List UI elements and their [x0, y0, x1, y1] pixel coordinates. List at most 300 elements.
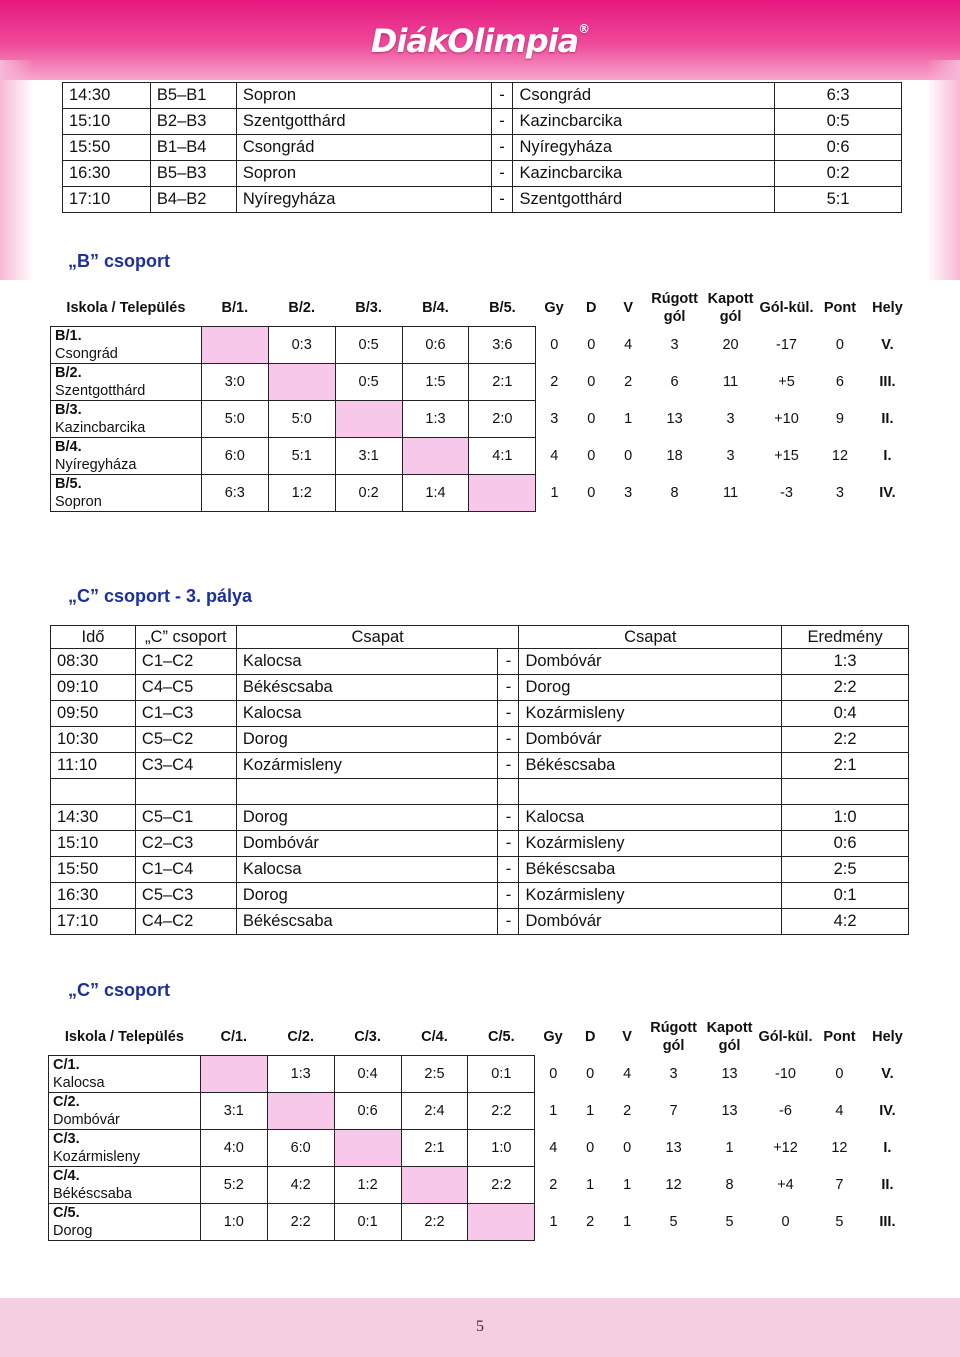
standings-header-row — [49, 1019, 910, 1056]
stat-cell: IV. — [879, 1103, 896, 1119]
score-cell: 4:2 — [267, 1167, 334, 1204]
dash-cell: - — [498, 909, 519, 935]
dash-cell: - — [498, 883, 519, 909]
stat-cell: 0 — [587, 374, 596, 390]
left-decor — [0, 60, 34, 280]
result-cell: 0:2 — [775, 161, 902, 187]
stat-cell: 8 — [725, 1177, 734, 1193]
team-cell — [51, 475, 202, 512]
score-cell — [468, 1204, 535, 1241]
column-header: B/3. — [355, 300, 382, 316]
c-schedule-heading: „C” csoport - 3. pálya — [68, 586, 253, 606]
team-a-cell: Sopron — [236, 161, 491, 187]
column-header: Csapat — [519, 626, 782, 649]
stat-cell: +4 — [777, 1177, 794, 1193]
stat-cell: +12 — [773, 1140, 798, 1156]
stat-cell: 1 — [623, 1177, 632, 1193]
stat-cell: 0 — [835, 1066, 844, 1082]
score-cell: 5:0 — [268, 401, 335, 438]
stat-cell: 0 — [587, 411, 596, 427]
page-number: 5 — [476, 1318, 484, 1335]
stat-cell: 4 — [549, 1140, 558, 1156]
stat-cell: +5 — [778, 374, 795, 390]
team-code: C/4. — [53, 1168, 80, 1184]
empty-row — [51, 779, 909, 805]
result-cell: 0:4 — [782, 701, 909, 727]
stat-cell: 3 — [726, 448, 735, 464]
score-cell — [201, 327, 268, 364]
schedule-row — [51, 701, 909, 727]
empty-cell — [51, 779, 136, 805]
stat-cell: 0 — [835, 337, 844, 353]
stat-cell: 1 — [550, 485, 559, 501]
column-header: C/2. — [287, 1029, 314, 1045]
c-standings-table — [48, 1019, 910, 1241]
team-name: Kazincbarcika — [55, 420, 146, 436]
stat-cell: 0 — [587, 448, 596, 464]
score-cell: 6:3 — [201, 475, 268, 512]
score-cell: 0:5 — [335, 327, 402, 364]
stat-cell: 0 — [587, 485, 596, 501]
stat-cell: 3 — [670, 337, 679, 353]
result-cell: 1:3 — [782, 649, 909, 675]
stat-cell: -10 — [775, 1066, 796, 1082]
c-standings-body — [49, 1019, 910, 1241]
stat-cell: 13 — [666, 411, 683, 427]
team-b-cell: Dorog — [519, 675, 782, 701]
team-a-cell: Kalocsa — [236, 701, 498, 727]
empty-cell — [236, 779, 498, 805]
team-cell — [49, 1130, 201, 1167]
score-cell: 2:2 — [468, 1167, 535, 1204]
stat-cell: III. — [879, 374, 896, 390]
stat-cell: 13 — [721, 1103, 738, 1119]
result-cell: 2:2 — [782, 727, 909, 753]
team-b-cell: Kozármisleny — [519, 831, 782, 857]
stat-cell: 11 — [723, 374, 739, 390]
standings-row — [49, 1056, 910, 1093]
result-cell: 2:1 — [782, 753, 909, 779]
column-header: Iskola / Település — [66, 300, 186, 316]
stat-cell: 0 — [586, 1066, 595, 1082]
schedule-row — [51, 857, 909, 883]
schedule-row — [51, 909, 909, 935]
time-cell: 09:10 — [51, 675, 136, 701]
stat-cell: II. — [881, 1177, 894, 1193]
result-cell: 0:6 — [775, 135, 902, 161]
score-cell: 2:1 — [469, 364, 536, 401]
score-cell: 0:1 — [334, 1204, 401, 1241]
team-a-cell: Dorog — [236, 805, 498, 831]
standings-row — [49, 1167, 910, 1204]
stat-cell: 0 — [587, 337, 596, 353]
schedule-row — [51, 649, 909, 675]
team-name: Kalocsa — [53, 1075, 105, 1091]
c-group-heading: „C” csoport — [68, 980, 171, 1000]
dash-cell: - — [498, 649, 519, 675]
empty-cell — [135, 779, 236, 805]
c-schedule-table — [50, 625, 909, 935]
column-header: Eredmény — [782, 626, 909, 649]
stat-cell: 3 — [624, 485, 633, 501]
stat-cell: 20 — [722, 337, 739, 353]
dash-cell: - — [491, 187, 513, 213]
score-cell: 5:1 — [268, 438, 335, 475]
score-cell — [402, 438, 469, 475]
team-cell — [49, 1056, 201, 1093]
stat-cell: 7 — [669, 1103, 678, 1119]
team-name: Nyíregyháza — [55, 457, 137, 473]
team-code: C/2. — [53, 1094, 80, 1110]
stat-cell: 6 — [835, 374, 844, 390]
stat-cell: 9 — [835, 411, 844, 427]
match-code-cell: C5–C2 — [135, 727, 236, 753]
dash-cell: - — [491, 83, 513, 109]
match-code-cell: B5–B3 — [150, 161, 236, 187]
team-cell — [51, 327, 202, 364]
team-b-cell: Csongrád — [513, 83, 775, 109]
result-cell: 0:6 — [782, 831, 909, 857]
match-code-cell: B4–B2 — [150, 187, 236, 213]
schedule-row — [63, 135, 902, 161]
team-name: Békéscsaba — [53, 1186, 132, 1202]
match-code-cell: C2–C3 — [135, 831, 236, 857]
team-b-cell: Dombóvár — [519, 727, 782, 753]
stat-cell: 8 — [670, 485, 679, 501]
column-header: „C” csoport — [135, 626, 236, 649]
dash-cell: - — [498, 831, 519, 857]
schedule-row — [51, 831, 909, 857]
team-a-cell: Kalocsa — [236, 857, 498, 883]
team-b-cell: Békéscsaba — [519, 857, 782, 883]
column-header: Rúgott gól — [651, 291, 698, 326]
score-cell: 6:0 — [267, 1130, 334, 1167]
dash-cell: - — [491, 135, 513, 161]
score-cell: 2:2 — [267, 1204, 334, 1241]
score-cell: 4:1 — [469, 438, 536, 475]
stat-cell: 2 — [549, 1177, 558, 1193]
match-code-cell: C1–C2 — [135, 649, 236, 675]
result-cell: 2:2 — [782, 675, 909, 701]
column-header: Gy — [544, 300, 564, 317]
score-cell: 6:0 — [201, 438, 268, 475]
stat-cell: 2 — [550, 374, 559, 390]
stat-cell: -6 — [779, 1103, 792, 1119]
team-name: Kozármisleny — [53, 1149, 141, 1165]
score-cell: 4:0 — [200, 1130, 267, 1167]
column-header: B/4. — [422, 300, 449, 316]
team-cell — [51, 438, 202, 475]
standings-row — [51, 475, 910, 512]
result-cell: 6:3 — [775, 83, 902, 109]
team-b-cell: Kazincbarcika — [513, 109, 775, 135]
score-cell: 0:6 — [334, 1093, 401, 1130]
column-header: Pont — [823, 300, 857, 317]
match-code-cell: C1–C4 — [135, 857, 236, 883]
match-code-cell: C1–C3 — [135, 701, 236, 727]
column-header: Gól-kül. — [758, 1029, 813, 1046]
dash-cell: - — [491, 161, 513, 187]
result-cell: 5:1 — [775, 187, 902, 213]
team-code: B/5. — [55, 476, 82, 492]
column-header: V — [622, 1029, 632, 1046]
standings-row — [49, 1093, 910, 1130]
match-code-cell: C3–C4 — [135, 753, 236, 779]
b-group-heading: „B” csoport — [68, 251, 171, 271]
score-cell: 0:6 — [402, 327, 469, 364]
stat-cell: II. — [881, 411, 894, 427]
score-cell — [200, 1056, 267, 1093]
stat-cell: V. — [881, 337, 894, 353]
team-a-cell: Kalocsa — [236, 649, 498, 675]
team-b-cell: Nyíregyháza — [513, 135, 775, 161]
result-cell: 2:5 — [782, 857, 909, 883]
stat-cell: I. — [883, 1140, 892, 1156]
schedule-row — [51, 805, 909, 831]
schedule-row — [63, 161, 902, 187]
column-header: Pont — [823, 1029, 856, 1046]
score-cell: 3:1 — [200, 1093, 267, 1130]
team-a-cell: Csongrád — [236, 135, 491, 161]
stat-cell: 1 — [586, 1177, 595, 1193]
team-b-cell: Kazincbarcika — [513, 161, 775, 187]
score-cell: 1:3 — [402, 401, 469, 438]
time-cell: 16:30 — [63, 161, 151, 187]
diakolimpia-logo: DiákOlimpia® — [370, 22, 590, 60]
score-cell: 2:4 — [401, 1093, 468, 1130]
score-cell: 1:3 — [267, 1056, 334, 1093]
result-cell: 0:5 — [775, 109, 902, 135]
dash-cell: - — [498, 857, 519, 883]
standings-row — [51, 327, 910, 364]
match-code-cell: C5–C1 — [135, 805, 236, 831]
schedule-row — [63, 187, 902, 213]
column-header: C/5. — [488, 1029, 515, 1045]
result-cell: 0:1 — [782, 883, 909, 909]
team-code: B/1. — [55, 328, 82, 344]
score-cell: 0:5 — [335, 364, 402, 401]
score-cell: 3:1 — [335, 438, 402, 475]
team-code: B/2. — [55, 365, 82, 381]
score-cell: 0:4 — [334, 1056, 401, 1093]
score-cell: 1:0 — [200, 1204, 267, 1241]
score-cell: 1:5 — [402, 364, 469, 401]
team-b-cell: Kalocsa — [519, 805, 782, 831]
team-b-cell: Kozármisleny — [519, 883, 782, 909]
stat-cell: 3 — [669, 1066, 678, 1082]
team-b-cell: Szentgotthárd — [513, 187, 775, 213]
score-cell: 1:0 — [468, 1130, 535, 1167]
stat-cell: 7 — [835, 1177, 844, 1193]
score-cell — [469, 475, 536, 512]
b-standings-table — [50, 290, 910, 512]
team-name: Szentgotthárd — [55, 383, 146, 399]
team-a-cell: Dorog — [236, 727, 498, 753]
dash-cell: - — [498, 805, 519, 831]
stat-cell: +15 — [774, 448, 799, 464]
column-header: B/5. — [489, 300, 516, 316]
team-a-cell: Dombóvár — [236, 831, 498, 857]
result-cell: 4:2 — [782, 909, 909, 935]
team-b-cell: Kozármisleny — [519, 701, 782, 727]
score-cell: 1:2 — [268, 475, 335, 512]
stat-cell: 0 — [549, 1066, 558, 1082]
score-cell — [268, 364, 335, 401]
stat-cell: 1 — [586, 1103, 595, 1119]
score-cell: 2:0 — [469, 401, 536, 438]
score-cell — [401, 1167, 468, 1204]
standings-header-row — [51, 290, 910, 327]
stat-cell: 1 — [623, 1214, 632, 1230]
stat-cell: 2 — [624, 374, 633, 390]
match-code-cell: B1–B4 — [150, 135, 236, 161]
schedule-row — [51, 727, 909, 753]
schedule-row — [51, 675, 909, 701]
stat-cell: +10 — [774, 411, 799, 427]
score-cell: 2:2 — [401, 1204, 468, 1241]
stat-cell: -17 — [776, 337, 797, 353]
score-cell — [335, 401, 402, 438]
score-cell: 3:0 — [201, 364, 268, 401]
team-cell — [49, 1204, 201, 1241]
time-cell: 15:10 — [63, 109, 151, 135]
match-code-cell: C5–C3 — [135, 883, 236, 909]
schedule-row — [63, 83, 902, 109]
column-header: C/4. — [421, 1029, 448, 1045]
column-header: V — [623, 300, 633, 317]
column-header: Iskola / Település — [64, 1029, 184, 1045]
standings-row — [49, 1130, 910, 1167]
column-header: B/2. — [288, 300, 315, 316]
time-cell: 10:30 — [51, 727, 136, 753]
match-code-cell: C4–C5 — [135, 675, 236, 701]
score-cell: 2:5 — [401, 1056, 468, 1093]
stat-cell: 4 — [623, 1066, 632, 1082]
team-a-cell: Szentgotthárd — [236, 109, 491, 135]
stat-cell: 13 — [721, 1066, 738, 1082]
stat-cell: 2 — [623, 1103, 632, 1119]
dash-cell: - — [491, 109, 513, 135]
time-cell: 14:30 — [63, 83, 151, 109]
team-name: Csongrád — [55, 346, 118, 362]
stat-cell: 18 — [666, 448, 683, 464]
team-cell — [51, 364, 202, 401]
column-header: Kapott gól — [706, 1020, 753, 1055]
column-header: Hely — [872, 300, 903, 317]
column-header: Gól-kül. — [759, 300, 814, 317]
stat-cell: 1 — [549, 1214, 558, 1230]
stat-cell: 1 — [624, 411, 633, 427]
team-code: C/5. — [53, 1205, 80, 1221]
team-cell — [51, 401, 202, 438]
column-header: Hely — [872, 1029, 903, 1046]
team-name: Sopron — [55, 494, 102, 510]
standings-row — [49, 1204, 910, 1241]
stat-cell: 1 — [549, 1103, 558, 1119]
time-cell: 08:30 — [51, 649, 136, 675]
score-cell: 0:1 — [468, 1056, 535, 1093]
stat-cell: 2 — [586, 1214, 595, 1230]
stat-cell: IV. — [879, 485, 896, 501]
column-header: B/1. — [221, 300, 249, 316]
team-name: Dorog — [53, 1223, 93, 1239]
column-header: Gy — [543, 1029, 563, 1046]
team-a-cell: Békéscsaba — [236, 675, 498, 701]
column-header: Idő — [51, 626, 136, 649]
team-a-cell: Nyíregyháza — [236, 187, 491, 213]
dash-cell: - — [498, 727, 519, 753]
stat-cell: 3 — [726, 411, 735, 427]
dash-cell: - — [498, 753, 519, 779]
column-header: C/3. — [354, 1029, 381, 1045]
stat-cell: 0 — [550, 337, 559, 353]
stat-cell: 5 — [725, 1214, 734, 1230]
team-a-cell: Sopron — [236, 83, 491, 109]
standings-row — [51, 364, 910, 401]
stat-cell: V. — [881, 1066, 894, 1082]
c-schedule-header-row — [51, 626, 909, 649]
team-a-cell: Dorog — [236, 883, 498, 909]
time-cell: 09:50 — [51, 701, 136, 727]
match-code-cell: B5–B1 — [150, 83, 236, 109]
column-header: Kapott gól — [707, 291, 754, 326]
stat-cell: 0 — [586, 1140, 595, 1156]
empty-cell — [519, 779, 782, 805]
stat-cell: -3 — [780, 485, 793, 501]
b-standings-body — [51, 290, 910, 512]
score-cell: 0:3 — [268, 327, 335, 364]
dash-cell: - — [498, 675, 519, 701]
stat-cell: 4 — [835, 1103, 844, 1119]
stat-cell: 0 — [781, 1214, 790, 1230]
stat-cell: 6 — [670, 374, 679, 390]
b-schedule-table — [62, 82, 902, 213]
stat-cell: 0 — [623, 1140, 632, 1156]
score-cell: 0:2 — [335, 475, 402, 512]
time-cell: 16:30 — [51, 883, 136, 909]
team-b-cell: Dombóvár — [519, 649, 782, 675]
stat-cell: 5 — [669, 1214, 678, 1230]
time-cell: 17:10 — [51, 909, 136, 935]
team-code: C/3. — [53, 1131, 80, 1147]
column-header: D — [584, 1029, 596, 1046]
stat-cell: 1 — [725, 1140, 734, 1156]
score-cell: 5:0 — [201, 401, 268, 438]
team-code: B/3. — [55, 402, 82, 418]
stat-cell: 4 — [550, 448, 559, 464]
stat-cell: 0 — [624, 448, 633, 464]
schedule-row — [51, 883, 909, 909]
time-cell: 15:50 — [63, 135, 151, 161]
stat-cell: III. — [879, 1214, 896, 1230]
schedule-row — [51, 753, 909, 779]
score-cell: 3:6 — [469, 327, 536, 364]
standings-row — [51, 401, 910, 438]
stat-cell: 12 — [831, 1140, 848, 1156]
stat-cell: 12 — [831, 448, 849, 464]
team-name: Dombóvár — [53, 1112, 120, 1128]
score-cell: 2:2 — [468, 1093, 535, 1130]
team-code: B/4. — [55, 439, 82, 455]
score-cell: 1:4 — [402, 475, 469, 512]
time-cell: 14:30 — [51, 805, 136, 831]
time-cell: 15:10 — [51, 831, 136, 857]
team-a-cell: Kozármisleny — [236, 753, 498, 779]
team-a-cell: Békéscsaba — [236, 909, 498, 935]
stat-cell: 12 — [665, 1177, 682, 1193]
stat-cell: 4 — [624, 337, 633, 353]
team-cell — [49, 1093, 201, 1130]
